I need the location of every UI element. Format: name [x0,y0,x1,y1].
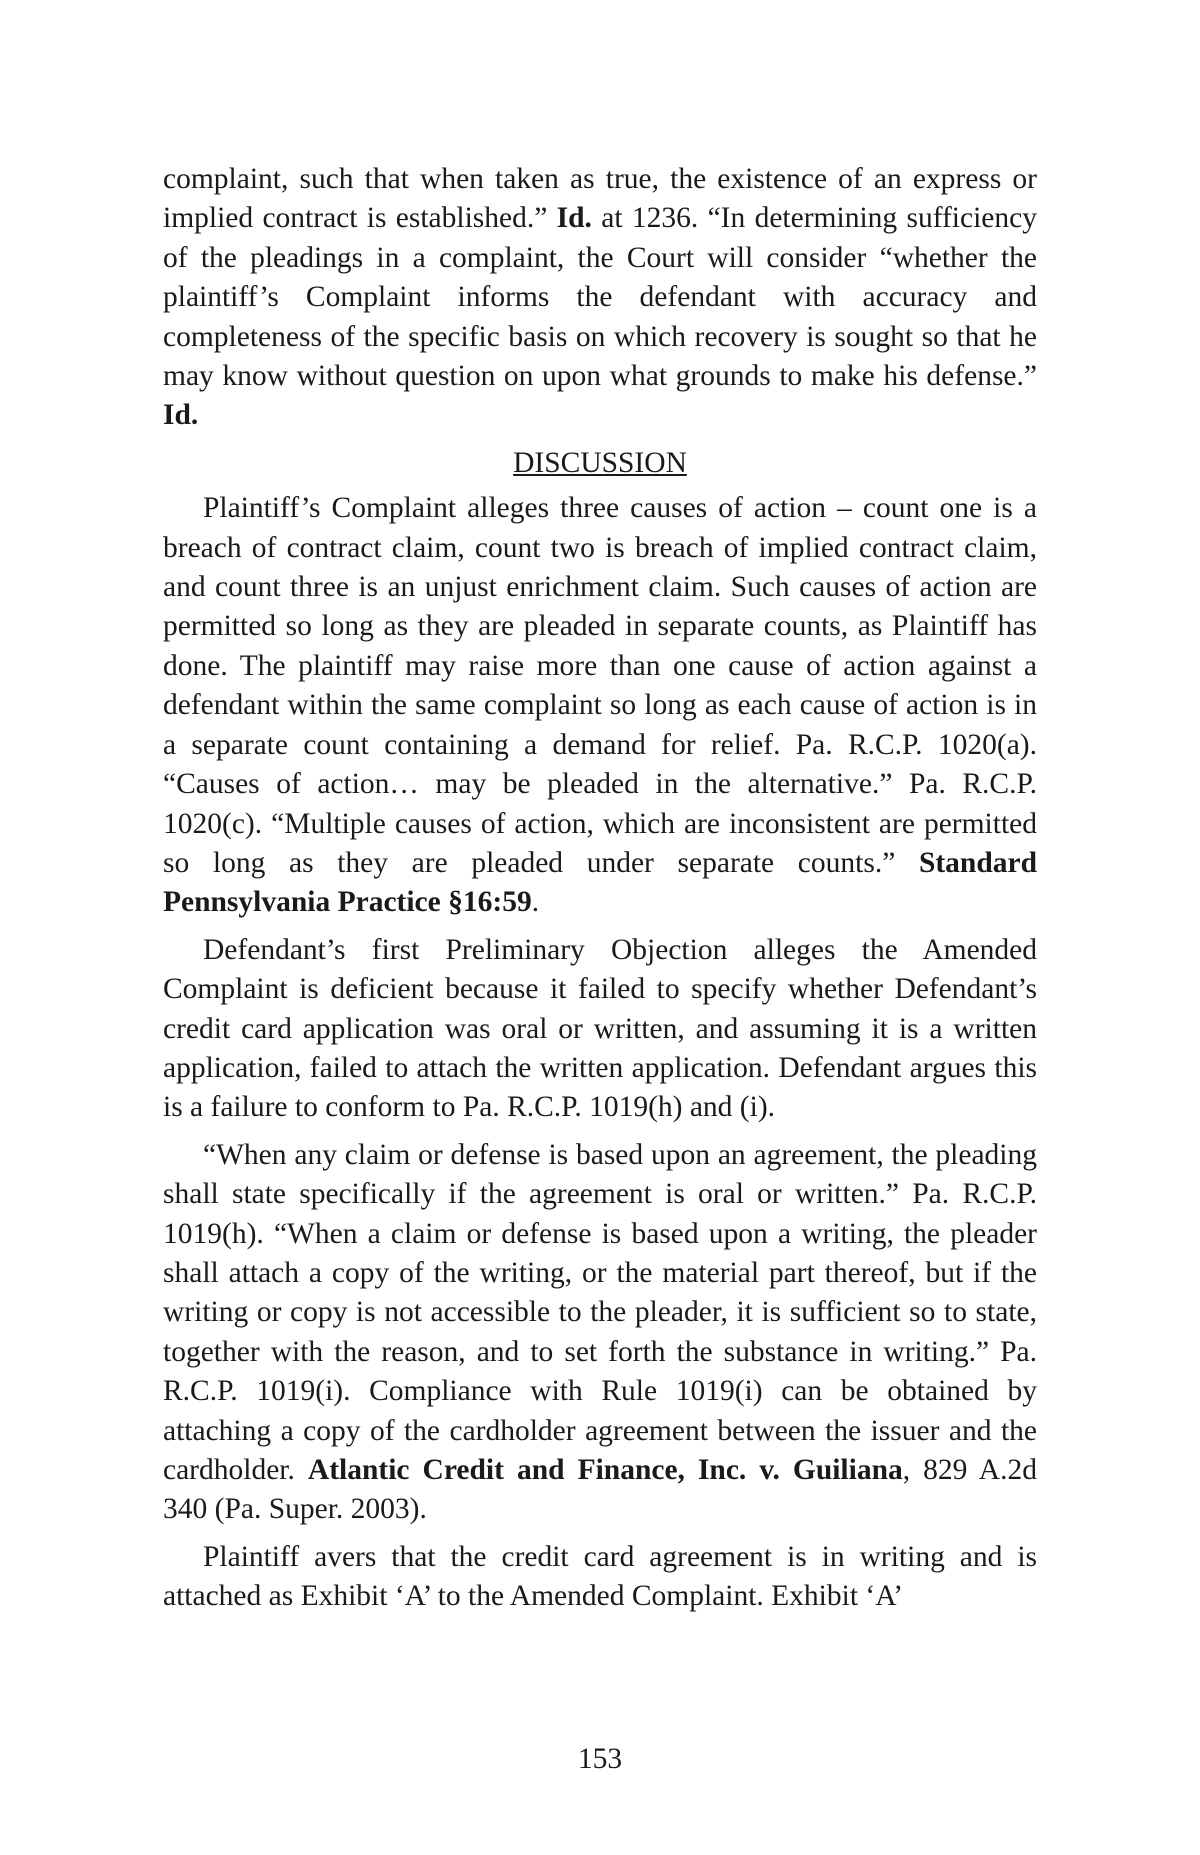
para1-citation: Standard Pennsylvania Practice §16:59 [163,846,1037,919]
intro-text-2: at 1236. “In determining sufficiency of the pleadings in a complaint, the Court will consider “whether the plaintiff’s Complaint informs the defendant with accuracy and completeness of the specific basis on which recovery is sought so that he may know without question on upon what grounds to make his defense.” [163,202,1037,393]
intro-text-1: complaint, such that when taken as true, the existence of an express or implied contract is established.” [163,163,1037,235]
para1-text-1: Plaintiff’s Complaint alleges three causes of action – count one is a breach of contract claim, count two is breach of implied contract claim, and count three is an unjust enrichment claim. Such causes of action are permitted so long as they are pleaded in separate counts, as Plaintiff has done. The plaintiff may raise more than one cause of action against a defendant within the same complaint so long as each cause of action is in a separate count containing a demand for relief. Pa. R.C.P. 1020(a). “Causes of action… may be pleaded in the alternative.” Pa. R.C.P. 1020(c). “Multiple causes of action, which are inconsistent are permitted so long as they are pleaded under separate counts.” [163,492,1037,879]
intro-citation-1: Id. [556,202,592,235]
discussion-paragraph-3 [163,1136,1037,1530]
para2-text-1: Defendant’s first Preliminary Objection alleges the Amended Complaint is deficient because it failed to specify whether Defendant’s credit card application was oral or written, and assuming it is a written application, failed to attach the written application. Defendant argues this is a failure to conform to Pa. R.C.P. 1019(h) and (i). [163,933,1037,1124]
discussion-paragraph-2 [163,931,1037,1128]
page-number: 153 [577,1743,623,1775]
para1-text-2: . [531,886,540,919]
para3-citation: Atlantic Credit and Finance, Inc. v. Guiliana [307,1454,903,1486]
intro-citation-2: Id. [163,399,199,432]
para4-text-1: Plaintiff avers that the credit card agreement is in writing and is attached as Exhibit ‘A’ to the Amended Complaint. Exhibit ‘A’ [163,1540,1037,1613]
intro-paragraph [163,160,1037,436]
discussion-paragraph-1 [163,489,1037,922]
discussion-paragraph-4 [163,1538,1037,1617]
document-body [163,160,1037,1625]
para3-text-1: “When any claim or defense is based upon an agreement, the pleading shall state specifically if the agreement is oral or written.” Pa. R.C.P. 1019(h). “When a claim or defense is based upon a writing, the pleader shall attach a copy of the writing, or the material part thereof, but if the writing or copy is not accessible to the pleader, it is sufficient so to state, together with the reason, and to set forth the substance in writing.” Pa. R.C.P. 1019(i). Compliance with Rule 1019(i) can be obtained by attaching a copy of the cardholder agreement between the issuer and the cardholder. [163,1138,1037,1486]
para3-text-2: , 829 A.2d 340 (Pa. Super. 2003). [163,1454,1037,1526]
section-heading: DISCUSSION [513,446,687,479]
